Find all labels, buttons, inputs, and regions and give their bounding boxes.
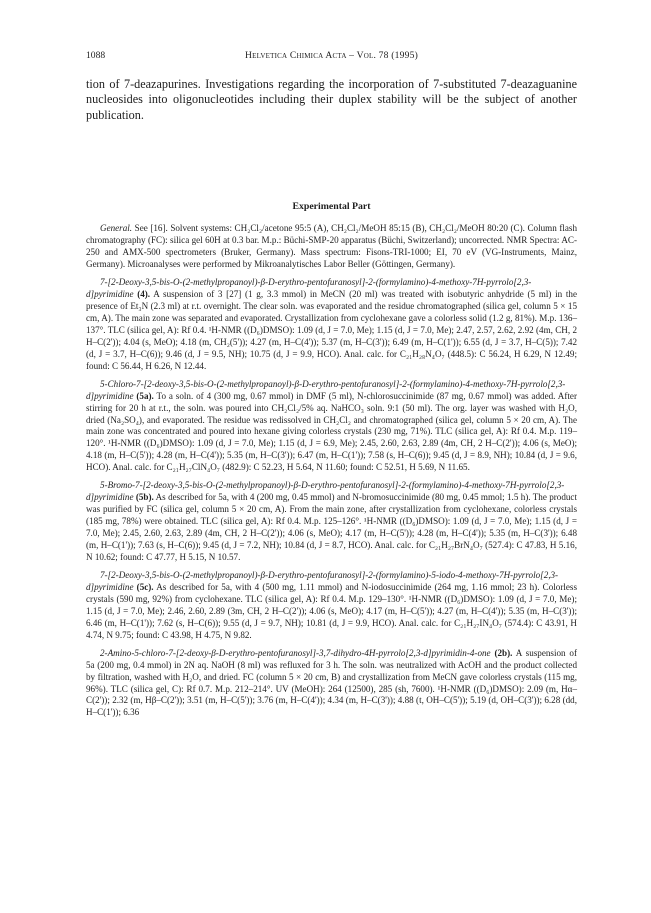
compound-label: (5c).	[133, 581, 154, 592]
intro-paragraph: tion of 7-deazapurines. Investigations regarding the incorporation of 7-substituted 7-deazaguanine nucleosides into oligonucleotides including their duplex stability will be the subject of another publication.	[86, 77, 577, 122]
paragraph-heading: 7-[2-Deoxy-3,5-bis-O-(2-methylpropanoyl)-β-D-erythro-pentofuranosyl]-2-(formylamino)-5-iodo-4-methoxy-7H-pyrrolo[2,3-d]pyrimidine	[86, 569, 559, 592]
paragraph-heading: 7-[2-Deoxy-3,5-bis-O-(2-methylpropanoyl)-β-D-erythro-pentofuranosyl]-2-(formylamino)-4-methoxy-7H-pyrrolo[2,3-d]pyrimidine	[86, 277, 532, 299]
compound-label: (2b).	[490, 647, 513, 658]
compound-label: (5a).	[133, 390, 154, 401]
paragraph-body: A suspension of 3 [27] (1 g, 3.3 mmol) in MeCN (20 ml) was treated with isobutyric anhydride (5 ml) in the presence of Et₃N (2.3 ml) at r.t. overnight. The clear soln. was evaporated and the residue chromatographed (silica gel, column 5 × 15 cm, A). The main zone was separated and evaporated. Crystallization from cyclohexane gave a colorless solid (1.2 g, 81%). M.p. 136–137°. TLC (silica gel, A): Rf 0.4. ¹H-NMR ((D₆)DMSO): 1.09 (d, J = 7.0, Me); 1.15 (d, J = 7.0, Me); 2.47, 2.57, 2.62, 2.92 (4m, CH, 2 H–C(2')); 4.04 (s, MeO); 4.18 (m, CH₂(5')); 4.27 (m, H–C(4')); 5.37 (m, H–C(3')); 6.49 (m, H–C(1')); 6.55 (d, J = 3.7, H–C(5)); 7.42 (d, J = 3.7, H–C(6)); 9.46 (d, J = 9.5, NH); 10.75 (d, J = 9.9, HCO). Anal. calc. for C₂₁H₂₈N₄O₇ (448.5): C 56.24, H 6.29, N 12.49; found: C 56.44, H 6.26, N 12.44.	[86, 288, 577, 371]
section-title: Experimental Part	[292, 201, 371, 213]
paragraph-body: To a soln. of 4 (300 mg, 0.67 mmol) in DMF (5 ml), N-chlorosuccinimide (87 mg, 0.67 mmol) was added. After stirring for 20 h at r.t., the soln. was poured into CH₂Cl₂/5% aq. NaHCO₃ soln. 9:1 (50 ml). The org. layer was washed with H₂O, dried (Na₂SO₄), and evaporated. The residue was redissolved in CH₂Cl₂ and chromatographed (silica gel, column 5 × 20 cm, A). The main zone was concentrated and poured into hexane giving colorless crystals (230 mg, 71%). TLC (silica gel, A): Rf 0.4. M.p. 119–120°. ¹H-NMR ((D₆)DMSO): 1.09 (d, J = 7.0, Me); 1.15 (d, J = 6.9, Me); 2.45, 2.60, 2.63, 2.89 (4m, CH, 2 H–C(2')); 4.06 (s, MeO); 4.18 (m, H–C(5')); 4.28 (m, H–C(4')); 5.35 (m, H–C(3')); 6.47 (m, H–C(1')); 7.58 (s, H–C(6)); 9.45 (d, J = 8.9, NH); 10.84 (d, J = 9.6, HCO). Anal. calc. for C₂₁H₂₇ClN₄O₇ (482.9): C 52.23, H 5.64, N 11.60; found: C 52.51, H 5.69, N 11.65.	[86, 390, 577, 473]
compound-5c-paragraph	[86, 570, 577, 642]
general-paragraph	[86, 223, 577, 271]
compound-5a-paragraph	[86, 379, 577, 475]
paragraph-body: As described for 5a, with 4 (500 mg, 1.11 mmol) and N-iodosuccinimide (264 mg, 1.16 mmol; 23 h). Colorless crystals (590 mg, 92%) from cyclohexane. TLC (silica gel, A): Rf 0.4. M.p. 129–130°. ¹H-NMR ((D₆)DMSO): 1.09 (d, J = 7.0, Me); 1.15 (d, J = 7.0, Me); 2.46, 2.60, 2.89 (3m, CH, 2 H–C(2')); 4.06 (s, MeO); 4.17 (m, H–C(5')); 4.27 (m, H–C(4')); 5.35 (m, H–C(3')); 6.46 (m, H–C(1')); 7.62 (s, H–C(6)); 9.55 (d, J = 9.7, NH); 10.81 (d, J = 9.9, HCO). Anal. calc. for C₂₁H₂₇IN₄O₇ (574.4): C 43.91, H 4.74, N 9.75; found: C 43.98, H 4.75, N 9.82.	[86, 581, 577, 640]
paragraph-heading: 2-Amino-5-chloro-7-[2-deoxy-β-D-erythro-pentofuranosyl]-3,7-dihydro-4H-pyrrolo[2,3-d]pyrimidin-4-one	[100, 647, 491, 658]
paragraph-heading: General.	[100, 223, 133, 234]
paragraph-body: As described for 5a, with 4 (200 mg, 0.45 mmol) and N-bromosuccinimide (80 mg, 0.45 mmol; 1.5 h). The product was purified by FC (silica gel, column 5 × 20 cm, A). From the main zone, after crystallization from cyclohexane, colorless crystals (185 mg, 78%) were obtained. TLC (silica gel, A): Rf 0.4. M.p. 125–126°. ¹H-NMR ((D₆)DMSO): 1.09 (d, J = 7.0, Me); 1.15 (d, J = 7.0, Me); 2.45, 2.60, 2.63, 2.89 (4m, CH, 2 H–C(2')); 4.06 (s, MeO); 4.17 (m, H–C(5')); 4.28 (m, H–C(4')); 5.35 (m, H–C(3')); 6.48 (m, H–C(1')); 7.63 (s, H–C(6)); 9.45 (d, J = 7.2, NH); 10.84 (d, J = 8.7, HCO). Anal. calc. for C₂₁H₂₇BrN₄O₇ (527.4): C 47.83, H 5.16, N 10.62; found: C 47.77, H 5.15, N 10.57.	[86, 492, 577, 562]
paragraph-heading: 5-Bromo-7-[2-deoxy-3,5-bis-O-(2-methylpropanoyl)-β-D-erythro-pentofuranosyl]-2-(formylamino)-4-methoxy-7H-pyrrolo[2,3-d]pyrimidine	[86, 480, 565, 503]
compound-4-paragraph	[86, 277, 577, 373]
paragraph-heading: 5-Chloro-7-[2-deoxy-3,5-bis-O-(2-methylpropanoyl)-β-D-erythro-pentofuranosyl]-2-(formylamino)-4-methoxy-7H-pyrrolo[2,3-d]pyrimidine	[86, 378, 566, 401]
compound-5b-paragraph	[86, 480, 577, 564]
compound-2b-paragraph	[86, 648, 577, 720]
paragraph-body: A suspension of 5a (200 mg, 0.4 mmol) in 2N aq. NaOH (8 ml) was refluxed for 3 h. The soln. was neutralized with AcOH and the product collected by filtration, washed with H₂O, and dried. FC (column 5 × 20 cm, B) and crystallization from MeCN gave colorless crystals (115 mg, 96%). TLC (silica gel, C): Rf 0.7. M.p. 212–214°. UV (MeOH): 264 (12500), 285 (sh, 7600). ¹H-NMR ((D₆)DMSO): 2.09 (m, Hα–C(2')); 2.32 (m, Hβ–C(2')); 3.51 (m, H–C(5')); 3.76 (m, H–C(4')); 4.34 (m, H–C(3')); 4.88 (t, OH–C(5')); 5.19 (d, OH–C(3')); 6.28 (dd, H–C(1')); 6.36	[86, 647, 577, 718]
page-number: 1088	[86, 50, 106, 61]
running-head	[86, 48, 577, 64]
compound-label: (4).	[133, 288, 151, 299]
compound-label: (5b).	[133, 492, 154, 503]
paragraph-body: See [16]. Solvent systems: CH₂Cl₂/acetone 95:5 (A), CH₂Cl₂/MeOH 85:15 (B), CH₂Cl₂/MeOH 80:20 (C). Column flash chromatography (FC): silica gel 60H at 0.3 bar. M.p.: Büchi-SMP-20 apparatus (Büchi, Switzerland); uncorrected. NMR Spectra: AC-250 and AMX-500 spectrometers (Bruker, Germany). Mass spectrum: Fisons-TRI-1000; EI, 70 eV (VG-Instruments, Mainz, Germany). Microanalyses were performed by Mikroanalytisches Labor Beller (Göttingen, Germany).	[86, 223, 577, 270]
journal-title: Helvetica Chimica Acta – Vol. 78 (1995)	[244, 50, 419, 61]
